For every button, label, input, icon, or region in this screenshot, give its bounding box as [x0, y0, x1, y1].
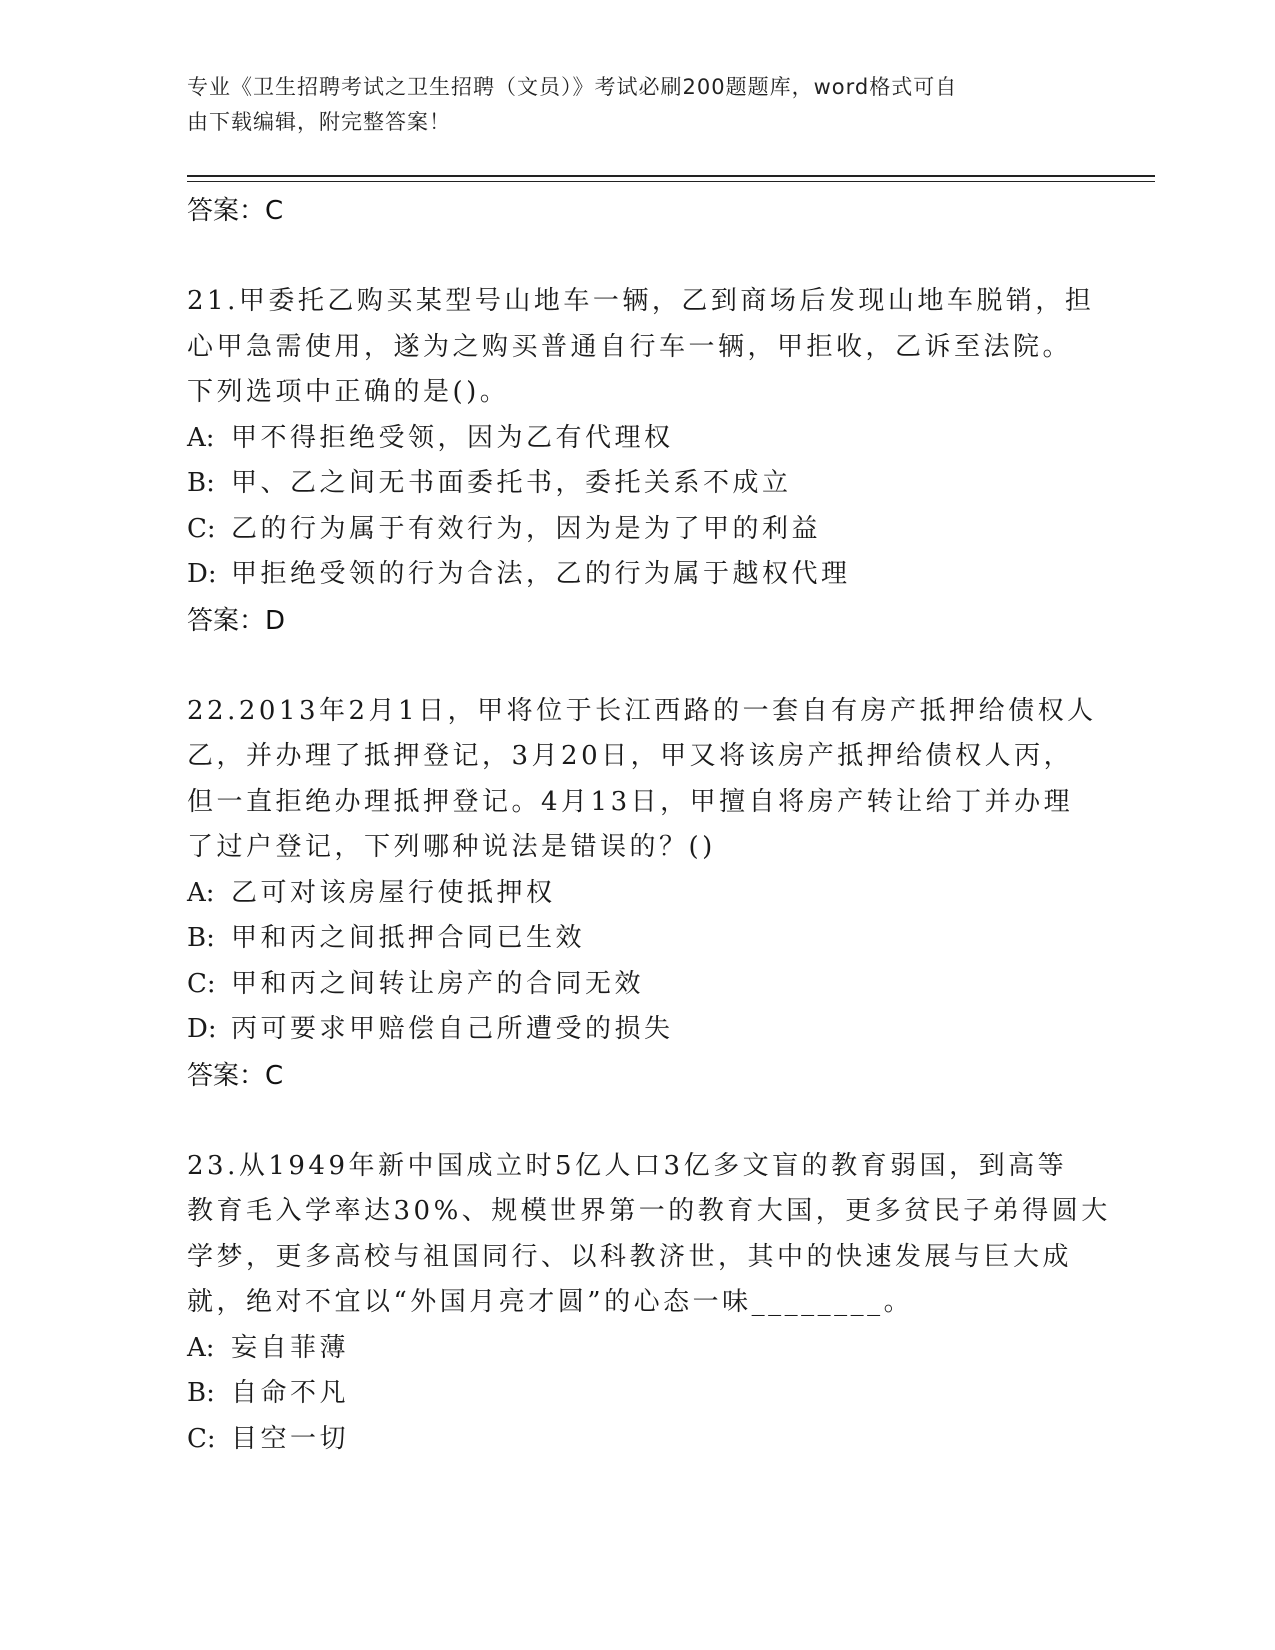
- option-d: [187, 552, 1087, 598]
- option-text: 丙可要求甲赔偿自己所遭受的损失: [231, 1014, 674, 1044]
- option-b: [187, 461, 1087, 507]
- option-key: A:: [187, 1332, 215, 1363]
- document-header: [187, 70, 1067, 140]
- option-key: B:: [187, 468, 215, 498]
- option-key: A:: [187, 422, 215, 453]
- option-key: B:: [187, 923, 215, 953]
- option-key: D:: [187, 1014, 217, 1044]
- option-a: [187, 416, 1087, 462]
- question-list: [187, 188, 1111, 1462]
- question-stem-line: 23.从1949年新中国成立时5亿人口3亿多文盲的教育弱国，到高等: [187, 1150, 1068, 1181]
- option-b: [187, 1371, 1087, 1417]
- question-stem-line: 教育毛入学率达30%、规模世界第一的教育大国，更多贫民子弟得圆大: [187, 1196, 1111, 1226]
- answer-21: 答案：D: [187, 605, 286, 636]
- question-22: [187, 689, 1097, 1099]
- option-key: D:: [187, 559, 217, 589]
- option-d: [187, 1007, 1087, 1053]
- question-stem-line: 就，绝对不宜以“外国月亮才圆”的心态一味________。: [187, 1287, 914, 1317]
- question-stem-line: 下列选项中正确的是()。: [187, 377, 510, 407]
- header-rule-thin: [187, 181, 1155, 182]
- option-a: [187, 1326, 1087, 1372]
- option-key: B:: [187, 1378, 215, 1408]
- answer-22: 答案：C: [187, 1060, 284, 1091]
- option-text: 妄自菲薄: [231, 1332, 350, 1363]
- option-a: [187, 871, 1087, 917]
- question-stem-line: 了过户登记，下列哪种说法是错误的？(): [187, 832, 716, 862]
- option-c: [187, 962, 1087, 1008]
- question-stem-line: 乙，并办理了抵押登记，3月20日，甲又将该房产抵押给债权人丙，: [187, 741, 1074, 771]
- question-stem-line: 但一直拒绝办理抵押登记。4月13日，甲擅自将房产转让给丁并办理: [187, 786, 1074, 817]
- option-b: [187, 916, 1087, 962]
- option-c: [187, 1417, 1087, 1463]
- question-stem-line: 心甲急需使用，遂为之购买普通自行车一辆，甲拒收，乙诉至法院。: [187, 331, 1073, 362]
- header-line-1: 专业《卫生招聘考试之卫生招聘（文员）》考试必刷200题题库，word格式可自: [187, 75, 958, 99]
- option-text: 甲和丙之间抵押合同已生效: [231, 923, 586, 953]
- question-21: [187, 279, 1095, 644]
- previous-answer: 答案：C: [187, 196, 284, 226]
- option-key: C:: [187, 968, 216, 999]
- option-text: 甲、乙之间无书面委托书，委托关系不成立: [231, 468, 792, 498]
- option-key: C:: [187, 1423, 216, 1454]
- option-text: 甲拒绝受领的行为合法，乙的行为属于越权代理: [231, 559, 851, 589]
- header-line-2: 由下载编辑，附完整答案！: [187, 110, 451, 134]
- option-text: 乙的行为属于有效行为，因为是为了甲的利益: [231, 513, 822, 544]
- question-23: [187, 1144, 1111, 1463]
- question-stem-line: 学梦，更多高校与祖国同行、以科教济世，其中的快速发展与巨大成: [187, 1241, 1073, 1272]
- option-text: 乙可对该房屋行使抵押权: [231, 877, 556, 908]
- option-text: 甲和丙之间转让房产的合同无效: [231, 968, 645, 999]
- option-text: 自命不凡: [231, 1378, 350, 1408]
- header-rule-thick: [187, 175, 1155, 177]
- option-c: [187, 507, 1087, 553]
- question-stem-line: 22.2013年2月1日，甲将位于长江西路的一套自有房产抵押给债权人: [187, 695, 1097, 726]
- question-stem-line: 21.甲委托乙购买某型号山地车一辆，乙到商场后发现山地车脱销，担: [187, 286, 1095, 316]
- option-text: 目空一切: [231, 1423, 350, 1454]
- option-key: A:: [187, 877, 215, 908]
- option-text: 甲不得拒绝受领，因为乙有代理权: [231, 422, 674, 453]
- option-key: C:: [187, 513, 216, 544]
